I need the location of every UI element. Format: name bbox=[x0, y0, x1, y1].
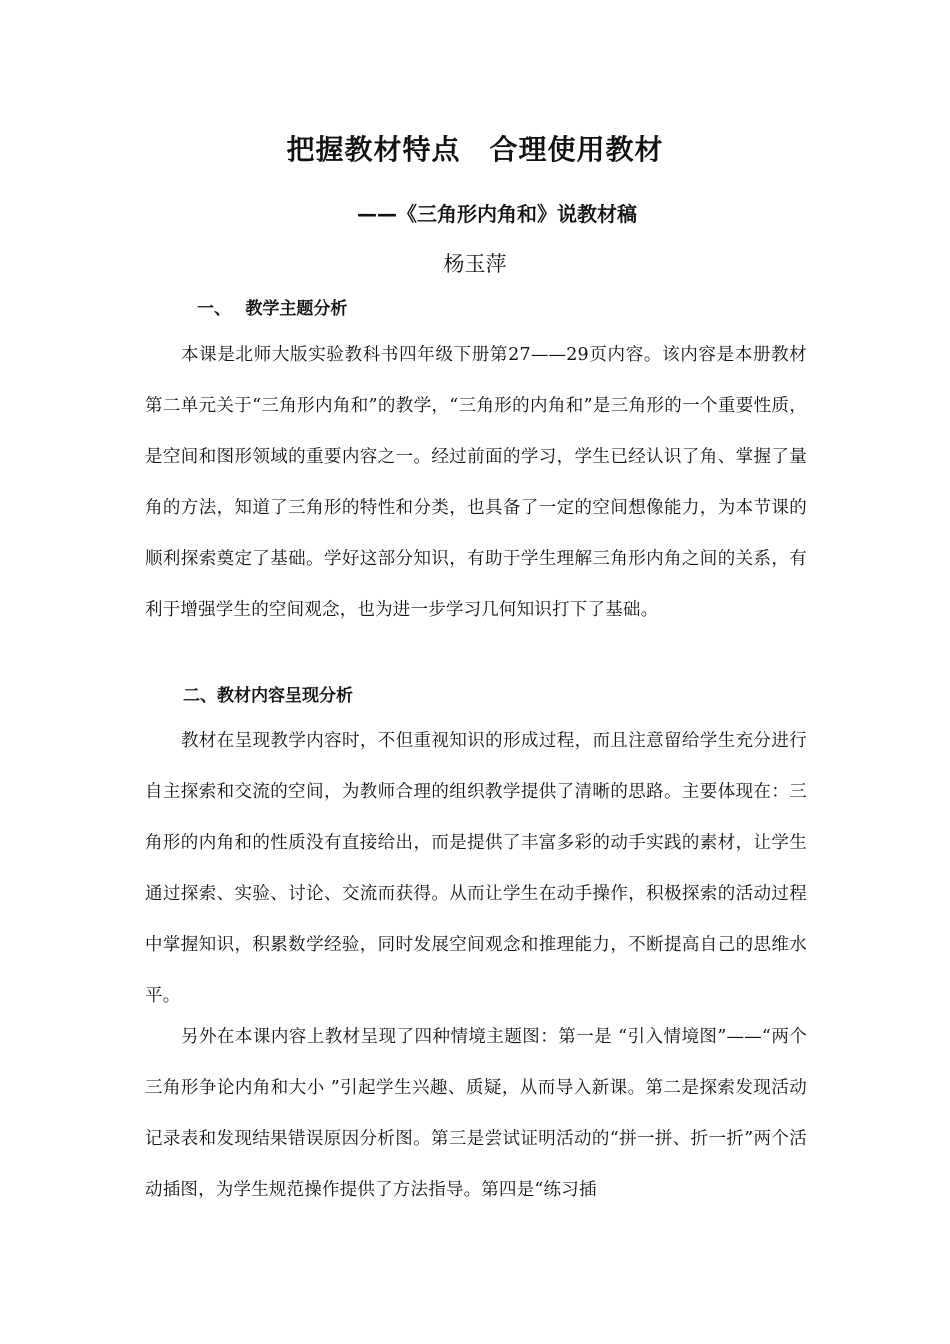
section-2-paragraph-1: 教材在呈现教学内容时，不但重视知识的形成过程，而且注意留给学生充分进行自主探索和交流的空间，为教师合理的组织教学提供了清晰的思路。主要体现在：三角形的内角和的性质没有直接给出，而是提供了丰富多彩的动手实践的素材，让学生通过探索、实验、讨论、交流而获得。从而让学生在动手操作，积极探索的活动过程中掌握知识，积累数学经验，同时发展空间观念和推理能力，不断提高自己的思维水平。 bbox=[145, 731, 807, 1006]
author-name: 杨玉萍 bbox=[443, 252, 507, 276]
section-heading-2: 二、教材内容呈现分析 bbox=[183, 686, 353, 706]
section-heading-1: 一、 教学主题分析 bbox=[197, 299, 348, 319]
section-2-paragraph-2: 另外在本课内容上教材呈现了四种情境主题图：第一是 “引入情境图”——“两个三角形争论内角和大小 ”引起学生兴趣、质疑，从而导入新课。第二是探索发现活动记录表和发现结果错误原因分析图。第三是尝试证明活动的“拼一拼、折一折”两个活动插图，为学生规范操作提供了方法指导。第四是“练习插 bbox=[145, 1027, 807, 1200]
document-title: 把握教材特点 合理使用教材 bbox=[286, 133, 664, 166]
document-subtitle: ——《三角形内角和》说教材稿 bbox=[357, 202, 637, 226]
section-1-paragraph-1: 本课是北师大版实验教科书四年级下册第27——29页内容。该内容是本册教材第二单元关于“三角形内角和”的教学，“三角形的内角和”是三角形的一个重要性质，是空间和图形领域的重要内容之一。经过前面的学习，学生已经认识了角、掌握了量角的方法，知道了三角形的特性和分类，也具备了一定的空间想像能力，为本节课的顺利探索奠定了基础。学好这部分知识，有助于学生理解三角形内角之间的关系，有利于增强学生的空间观念，也为进一步学习几何知识打下了基础。 bbox=[145, 345, 807, 620]
